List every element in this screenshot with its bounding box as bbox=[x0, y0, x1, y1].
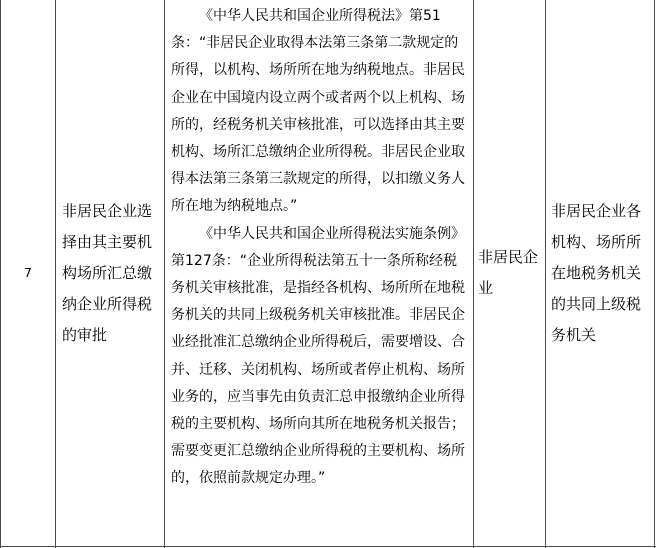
item-name: 非居民企业选择由其主要机构场所汇总缴纳企业所得税的审批 bbox=[62, 201, 153, 344]
item-name-cell bbox=[62, 0, 160, 546]
legal-basis-paragraph: 《中华人民共和国企业所得税法》第51条：“非居民企业取得本法第三条第二款规定的所得，以机构、场所所在地为纳税地点。非居民企业在中国境内设立两个或者两个以上机构、场所的，经税务机关审核批准，可以选择由其主要机构、场所汇总缴纳企业所得税。非居民企业取得本法第三条第三款规定的所得，以扣缴义务人所在地为纳税地点。” bbox=[171, 8, 465, 215]
applicant-cell bbox=[478, 0, 544, 546]
column-divider-1 bbox=[55, 0, 56, 548]
column-divider-4 bbox=[545, 0, 546, 548]
approving-authority-cell bbox=[551, 0, 649, 546]
row-number-cell bbox=[1, 0, 55, 546]
legal-basis-cell bbox=[171, 3, 470, 493]
table-border-bottom bbox=[0, 546, 656, 547]
row-number: 7 bbox=[24, 266, 32, 280]
column-divider-2 bbox=[164, 0, 165, 548]
legal-basis-paragraph: 《中华人民共和国企业所得税法实施条例》第127条：“企业所得税法第五十一条所称经税务机关审核批准，是指经各机构、场所所在地税务机关的共同上级税务机关审核批准。非居民企业经批准汇总缴纳企业所得税后，需要增设、合并、迁移、关闭机构、场所或者停止机构、场所业务的，应当事先由负责汇总申报缴纳企业所得税的主要机构、场所向其所在地税务机关报告；需要变更汇总缴纳企业所得税的主要机构、场所的，依照前款规定办理。” bbox=[171, 225, 465, 487]
column-divider-3 bbox=[473, 0, 474, 548]
approving-authority: 非居民企业各机构、场所所在地税务机关的共同上级税务机关 bbox=[551, 201, 642, 344]
table-border-right bbox=[654, 0, 655, 548]
applicant: 非居民企业 bbox=[478, 248, 539, 297]
